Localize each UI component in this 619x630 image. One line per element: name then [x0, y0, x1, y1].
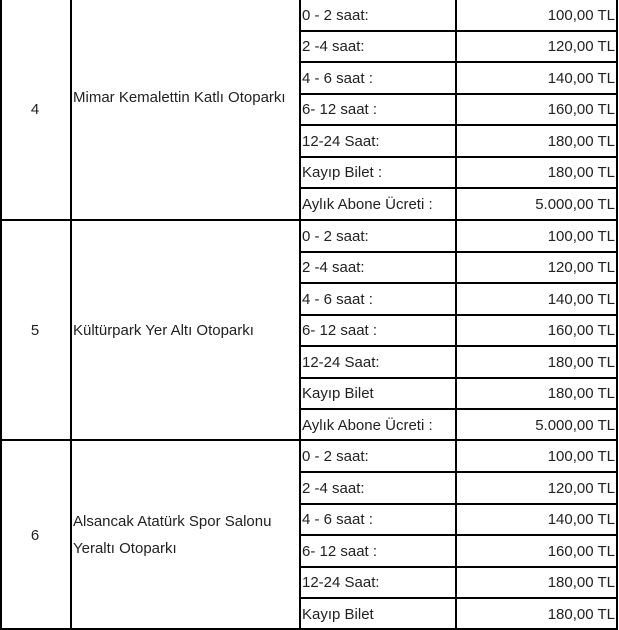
rate-label: 0 - 2 saat:: [302, 448, 369, 465]
rate-label: 12-24 Saat:: [302, 133, 380, 150]
rate-price: 180,00 TL: [547, 606, 615, 623]
row-number: 6: [30, 527, 40, 544]
rate-label: Aylık Abone Ücreti :: [302, 417, 433, 434]
rate-price: 100,00 TL: [547, 7, 615, 24]
rate-label: 2 -4 saat:: [302, 38, 365, 55]
rate-label: 2 -4 saat:: [302, 259, 365, 276]
row-number: 5: [30, 322, 40, 339]
rate-price: 180,00 TL: [547, 385, 615, 402]
rate-label: 4 - 6 saat :: [302, 70, 373, 87]
rate-price: 100,00 TL: [547, 228, 615, 245]
rate-price: 5.000,00 TL: [535, 417, 615, 434]
rate-label: Aylık Abone Ücreti :: [302, 196, 433, 213]
parking-name: Mimar Kemalettin Katlı Otoparkı: [73, 89, 286, 106]
rate-label: 4 - 6 saat :: [302, 291, 373, 308]
rate-label: 6- 12 saat :: [302, 322, 378, 339]
rate-price: 180,00 TL: [547, 354, 615, 371]
rate-price: 120,00 TL: [547, 480, 615, 497]
rate-price: 140,00 TL: [547, 511, 615, 528]
rate-price: 180,00 TL: [547, 164, 615, 181]
rate-price: 160,00 TL: [547, 322, 615, 339]
rate-price: 140,00 TL: [547, 291, 615, 308]
rate-label: 12-24 Saat:: [302, 574, 380, 591]
parking-name: Kültürpark Yer Altı Otoparkı: [73, 322, 254, 339]
rate-label: 12-24 Saat:: [302, 354, 380, 371]
rate-label: 6- 12 saat :: [302, 543, 378, 560]
row-number: 4: [30, 101, 40, 118]
rate-price: 180,00 TL: [547, 574, 615, 591]
rate-label: 0 - 2 saat:: [302, 228, 369, 245]
rate-label: 4 - 6 saat :: [302, 511, 373, 528]
rate-label: 2 -4 saat:: [302, 480, 365, 497]
rate-price: 160,00 TL: [547, 101, 615, 118]
rate-label: Kayıp Bilet: [302, 606, 374, 623]
rate-label: Kayıp Bilet :: [302, 164, 383, 181]
rate-price: 100,00 TL: [547, 448, 615, 465]
rate-label: 0 - 2 saat:: [302, 7, 369, 24]
rate-price: 140,00 TL: [547, 70, 615, 87]
rate-price: 180,00 TL: [547, 133, 615, 150]
rate-price: 160,00 TL: [547, 543, 615, 560]
rate-label: 6- 12 saat :: [302, 101, 378, 118]
rate-price: 120,00 TL: [547, 259, 615, 276]
parking-name: Alsancak Atatürk Spor Salonu Yeraltı Otoparkı: [73, 513, 272, 557]
rate-price: 5.000,00 TL: [535, 196, 615, 213]
rate-label: Kayıp Bilet: [302, 385, 374, 402]
rate-price: 120,00 TL: [547, 38, 615, 55]
